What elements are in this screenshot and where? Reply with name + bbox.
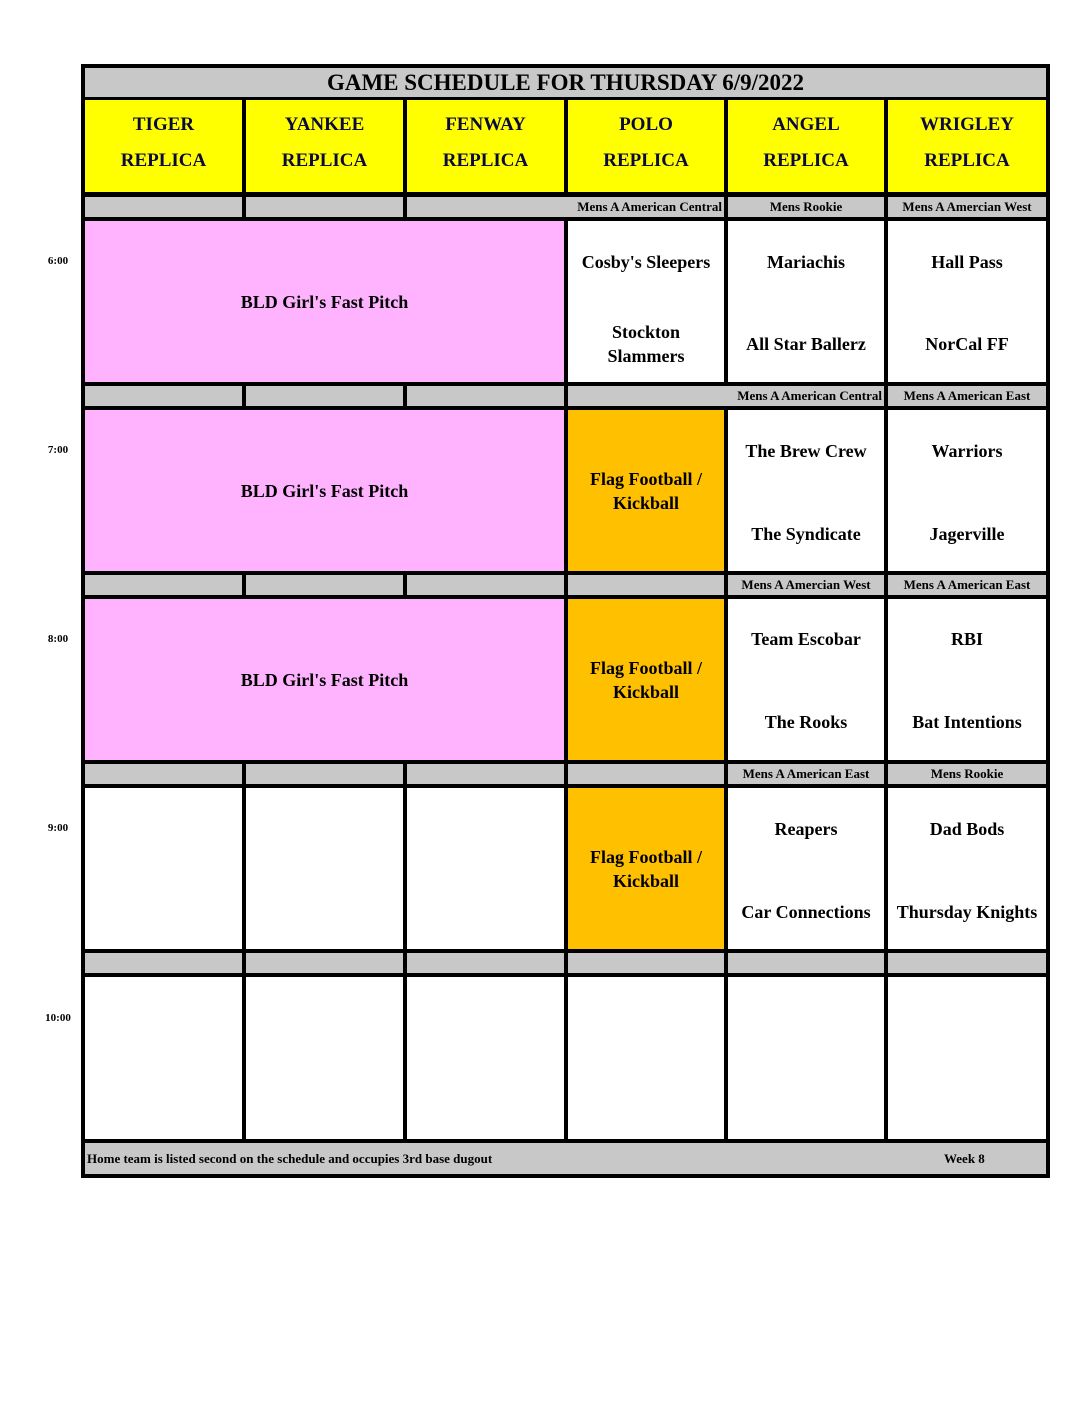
game-cell-angel — [728, 599, 884, 760]
division-cell — [568, 575, 724, 595]
division-cell — [407, 953, 564, 973]
division-cell — [568, 953, 724, 973]
division-cell — [888, 953, 1046, 973]
away-team: Team Escobar — [751, 629, 861, 649]
division-label-wrigley: Mens A American East — [888, 386, 1046, 406]
division-label-angel: Mens A American East — [728, 764, 884, 784]
game-cell-angel — [728, 221, 884, 382]
division-cell — [728, 953, 884, 973]
division-cell — [85, 386, 242, 406]
division-label-angel: Mens Rookie — [728, 197, 884, 217]
home-team: Jagerville — [929, 524, 1005, 544]
game-cell-fenway — [407, 977, 564, 1139]
division-label-wrigley: Mens Rookie — [888, 764, 1046, 784]
field-header-wrigley: WRIGLEY REPLICA — [888, 100, 1046, 192]
division-label-polo: Mens A American Central — [407, 197, 724, 217]
division-cell — [407, 764, 564, 784]
fastpitch-block: BLD Girl's Fast Pitch — [85, 599, 564, 760]
home-team: All Star Ballerz — [746, 334, 866, 354]
game-cell-tiger — [85, 977, 242, 1139]
game-cell-wrigley — [888, 788, 1046, 949]
flag-football-block — [568, 410, 724, 571]
flag-football-block — [568, 599, 724, 760]
home-team: NorCal FF — [925, 334, 1009, 354]
away-team: RBI — [950, 629, 983, 649]
event-label: Flag Football / — [590, 469, 702, 489]
away-team: Hall Pass — [931, 252, 1003, 272]
field-header-tiger: TIGER REPLICA — [85, 100, 242, 192]
division-cell — [246, 764, 403, 784]
field-header-polo: POLO REPLICA — [568, 100, 724, 192]
division-cell — [246, 953, 403, 973]
division-cell — [85, 764, 242, 784]
page-title: GAME SCHEDULE FOR THURSDAY 6/9/2022 — [85, 68, 1046, 97]
event-label: Kickball — [612, 871, 679, 891]
event-label: Kickball — [612, 493, 679, 513]
division-label-angel: Mens A American Central — [568, 386, 884, 406]
home-team: Stockton — [611, 322, 680, 342]
game-cell-wrigley — [888, 221, 1046, 382]
footer-note: Home team is listed second on the schedule and occupies 3rd base dugout — [87, 1151, 493, 1166]
game-cell-fenway — [407, 788, 564, 949]
time-label: 6:00 — [47, 255, 69, 267]
away-team: The Brew Crew — [745, 441, 867, 461]
away-team: Mariachis — [767, 252, 845, 272]
field-header-angel: ANGEL REPLICA — [728, 100, 884, 192]
time-label: 7:00 — [47, 444, 69, 456]
division-label-wrigley: Mens A Amercian West — [888, 197, 1046, 217]
division-cell — [246, 197, 403, 217]
time-label: 10:00 — [45, 1012, 71, 1024]
week-label: Week 8 — [944, 1151, 985, 1166]
game-cell-angel — [728, 788, 884, 949]
field-header-yankee: YANKEE REPLICA — [246, 100, 403, 192]
event-label: Kickball — [612, 682, 679, 702]
home-team: Thursday Knights — [896, 902, 1038, 922]
division-label-wrigley: Mens A American East — [888, 575, 1046, 595]
home-team: The Syndicate — [751, 524, 861, 544]
game-cell-wrigley — [888, 599, 1046, 760]
fastpitch-block: BLD Girl's Fast Pitch — [85, 410, 564, 571]
away-team: Cosby's Sleepers — [581, 252, 711, 272]
game-cell-polo — [568, 221, 724, 382]
footer-bar — [85, 1143, 1046, 1174]
division-cell — [85, 953, 242, 973]
game-cell-angel — [728, 410, 884, 571]
game-cell-tiger — [85, 788, 242, 949]
away-team: Reapers — [774, 819, 838, 839]
game-cell-polo — [568, 977, 724, 1139]
home-team: The Rooks — [764, 712, 848, 732]
division-cell — [85, 197, 242, 217]
division-cell — [246, 575, 403, 595]
home-team: Bat Intentions — [912, 712, 1022, 732]
time-label: 8:00 — [47, 633, 69, 645]
division-cell — [407, 386, 564, 406]
division-cell — [85, 575, 242, 595]
division-label-angel: Mens A Amercian West — [728, 575, 884, 595]
event-label: Flag Football / — [590, 658, 702, 678]
home-team: Car Connections — [741, 902, 871, 922]
flag-football-block — [568, 788, 724, 949]
home-team: Slammers — [607, 346, 685, 366]
event-label: Flag Football / — [590, 847, 702, 867]
game-cell-wrigley — [888, 977, 1046, 1139]
division-cell — [246, 386, 403, 406]
field-header-fenway: FENWAY REPLICA — [407, 100, 564, 192]
division-cell — [568, 764, 724, 784]
away-team: Warriors — [931, 441, 1003, 461]
game-cell-wrigley — [888, 410, 1046, 571]
game-cell-yankee — [246, 977, 403, 1139]
fastpitch-block: BLD Girl's Fast Pitch — [85, 221, 564, 382]
division-cell — [407, 575, 564, 595]
game-cell-angel — [728, 977, 884, 1139]
time-label: 9:00 — [47, 822, 69, 834]
game-cell-yankee — [246, 788, 403, 949]
away-team: Dad Bods — [929, 819, 1005, 839]
